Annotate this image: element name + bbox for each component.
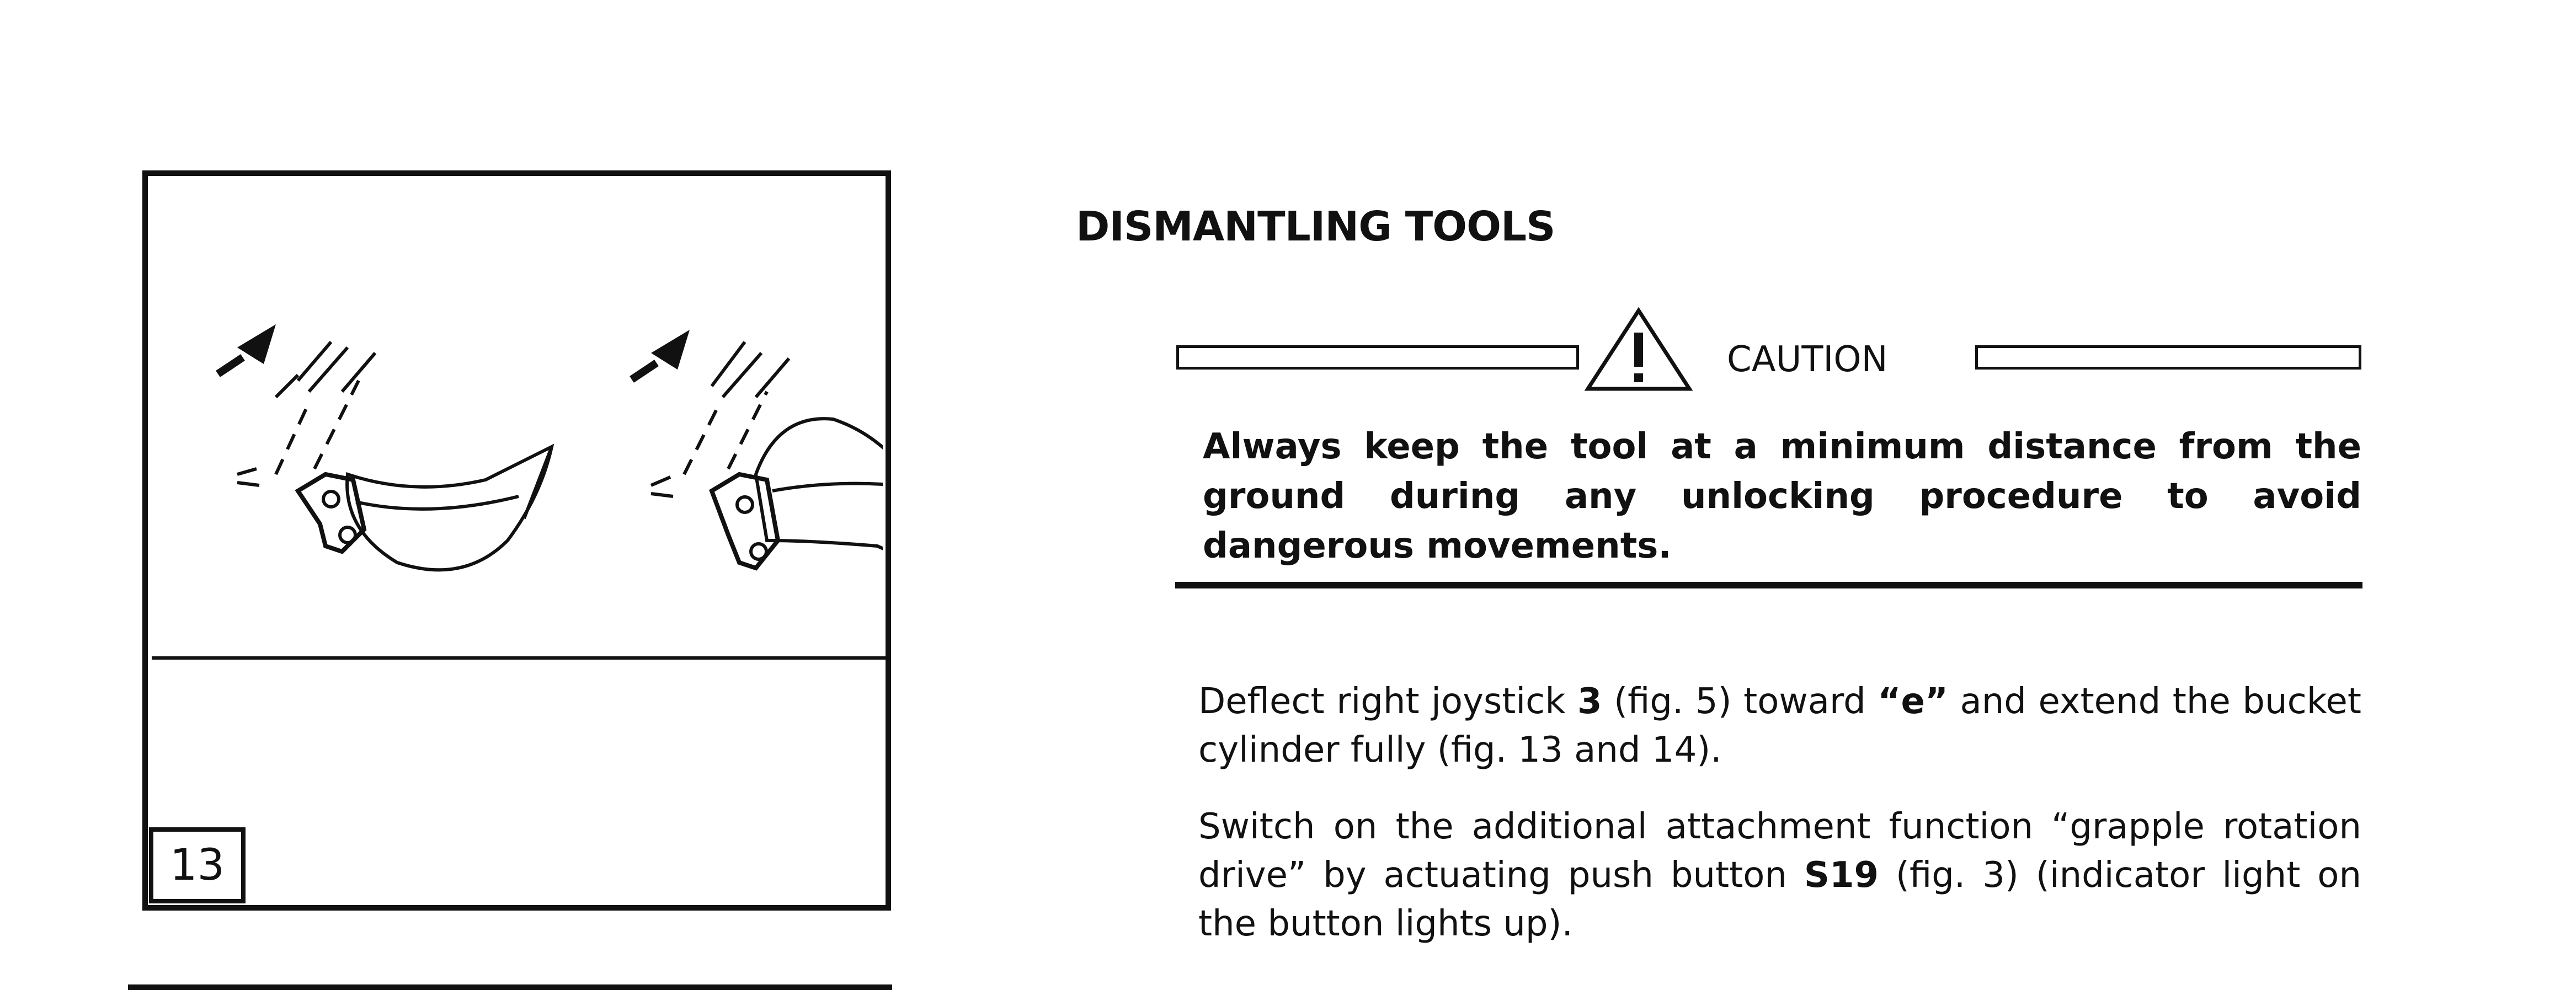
caution-bar-left <box>1176 345 1579 370</box>
bucket-left-drawing <box>218 324 552 570</box>
warning-triangle-icon <box>1583 306 1694 394</box>
bucket-illustration <box>166 309 883 651</box>
instruction-paragraph-1: Deflect right joystick 3 (fig. 5) toward “e” and extend the bucket cylinder fully (fig. 13 and 14). <box>1198 681 2362 770</box>
figure-number: 13 <box>149 827 246 903</box>
caution-bottom-rule <box>1175 582 2362 588</box>
caution-label: CAUTION <box>1727 339 1888 380</box>
figure-divider <box>152 656 891 660</box>
caution-bar-right <box>1975 345 2361 370</box>
instruction-paragraph-2: Switch on the additional attachment function “grapple rotation drive” by actuating push button S19 (fig. 3) (indicator light on the button lights up). <box>1198 806 2361 944</box>
caution-text: Always keep the tool at a minimum distance from the ground during any unlocking procedure to avoid dangerous movements. <box>1203 426 2361 566</box>
next-figure-top-edge <box>128 984 892 990</box>
section-heading: DISMANTLING TOOLS <box>1076 203 1555 250</box>
bucket-right-drawing <box>632 330 883 568</box>
